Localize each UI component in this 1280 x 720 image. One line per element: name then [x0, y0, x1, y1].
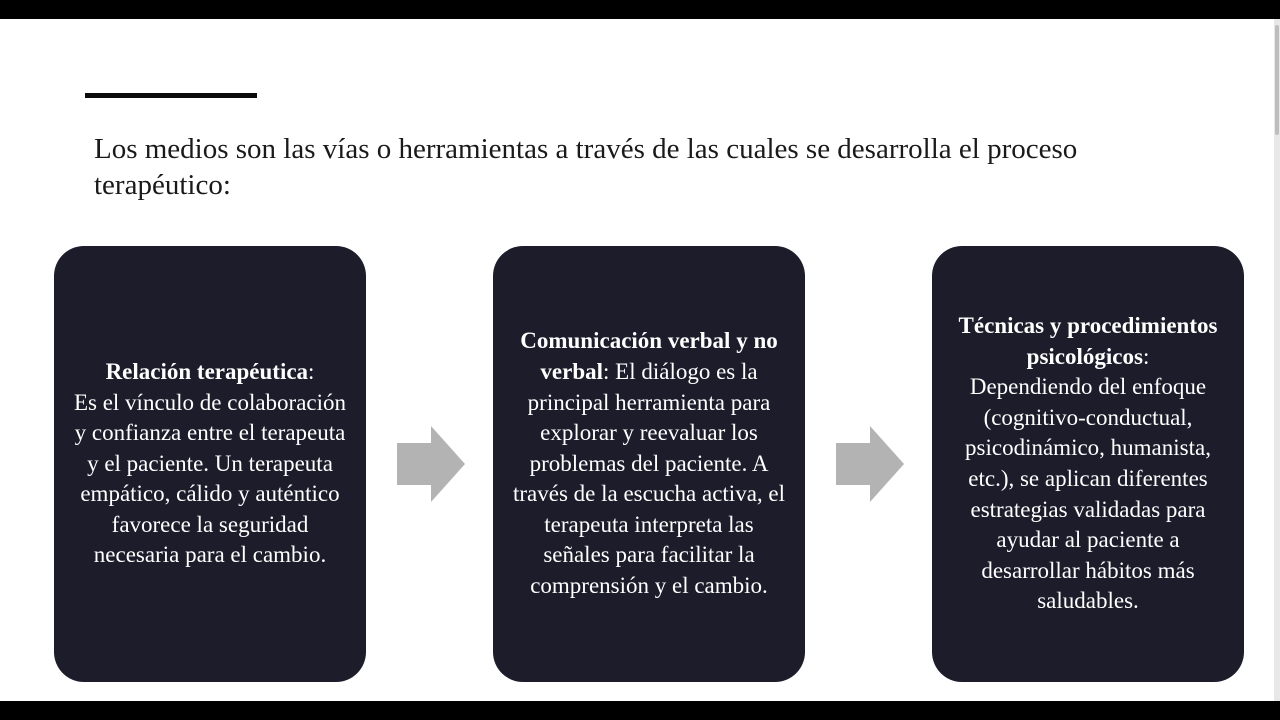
card-body: El diálogo es la principal herramienta para explorar y reevaluar los problemas del paciente. A través de la escucha activa, el terapeuta interpreta las señales para facilitar la comprensión y el cambio. [512, 358, 785, 599]
card-title: Relación terapéutica [105, 358, 309, 384]
card-tecnicas [932, 246, 1244, 682]
card-relacion-terapeutica [54, 246, 366, 682]
card-separator: : [1142, 343, 1150, 369]
card-separator: : [603, 358, 610, 384]
scrollbar-thumb[interactable] [1275, 25, 1279, 135]
card-body: Es el vínculo de colaboración y confianza entre el terapeuta y el paciente. Un terapeuta empático, cálido y auténtico favorece la seguridad necesaria para el cambio. [73, 389, 347, 568]
right-arrow-icon [836, 426, 904, 502]
card-title: Técnicas y procedimientos psicológicos [958, 313, 1218, 369]
card-comunicacion [493, 246, 805, 682]
intro-text: Los medios son las vías o herramientas a través de las cuales se desarrolla el proceso terapéutico: [94, 133, 1078, 201]
card-text [509, 326, 789, 601]
card-separator: : [308, 358, 315, 384]
vertical-scrollbar[interactable] [1274, 19, 1280, 701]
card-title: Comunicación verbal y no verbal [520, 328, 778, 384]
title-accent-bar [85, 93, 257, 98]
card-text [70, 357, 350, 571]
right-arrow-icon [397, 426, 465, 502]
slide [0, 19, 1280, 701]
card-text [948, 311, 1228, 617]
card-body: Dependiendo del enfoque (cognitivo-conductual, psicodinámico, humanista, etc.), se aplican diferentes estrategias validadas para ayudar al paciente a desarrollar hábitos más saludables. [965, 374, 1211, 614]
